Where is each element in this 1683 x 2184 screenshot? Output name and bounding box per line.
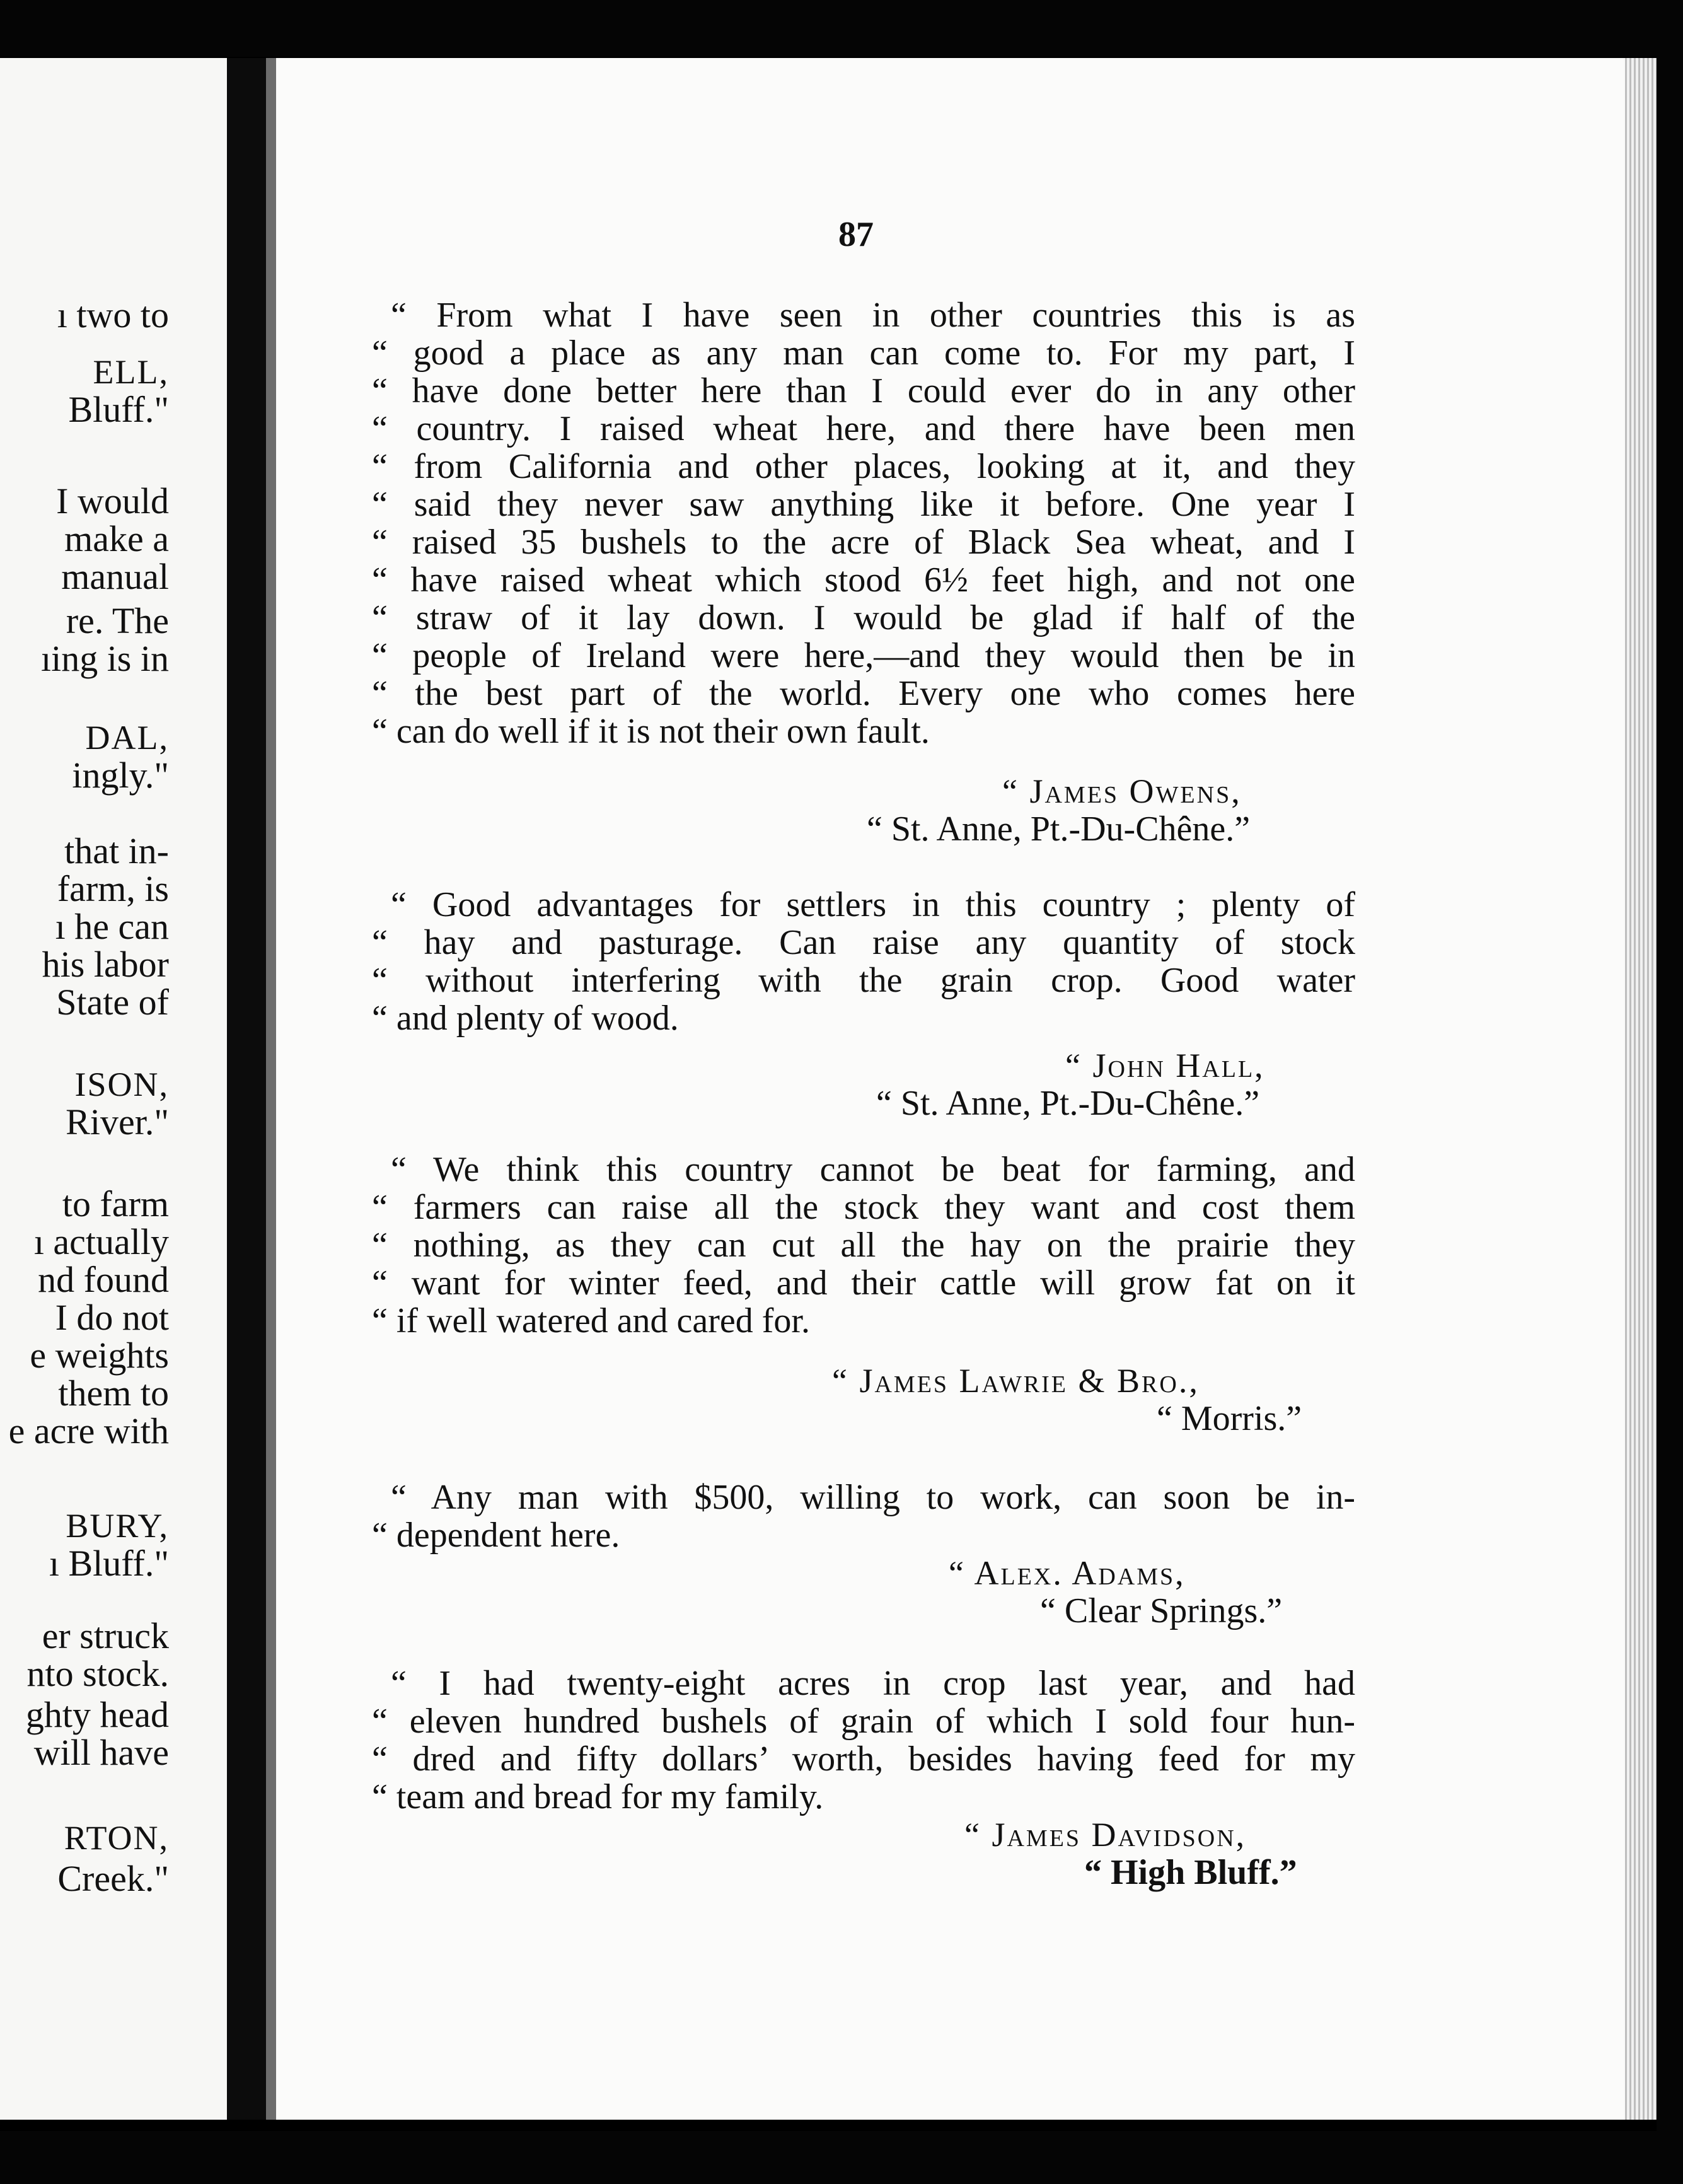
testimonial-line: “ have raised wheat which stood 6½ feet high, and not one [372, 561, 1355, 600]
left-page-line: e weights [30, 1335, 169, 1376]
testimonial-line: “ Any man with $500, willing to work, can soon be in- [391, 1478, 1355, 1517]
testimonial-line: “ can do well if it is not their own fault. [372, 712, 930, 751]
testimonial-line: “ straw of it lay down. I would be glad if half of the [372, 598, 1355, 637]
left-page-line: ı actually [33, 1221, 169, 1262]
testimonial-line: “ the best part of the world. Every one who comes here [372, 674, 1355, 713]
left-page-line: ELL, [93, 353, 169, 391]
left-page-line: I do not [55, 1297, 169, 1338]
left-page-line: them to [58, 1373, 169, 1414]
testimonial-line: “ and plenty of wood. [372, 999, 679, 1038]
signature-name: “ James Lawrie & Bro., [832, 1362, 1200, 1400]
testimonial-line: “ if well watered and cared for. [372, 1301, 810, 1340]
testimonial-line: “ good a place as any man can come to. For my part, I [372, 334, 1355, 373]
left-page-line: that in- [64, 830, 169, 871]
left-page-line: Creek." [57, 1858, 169, 1899]
left-page-line: nto stock. [26, 1653, 169, 1694]
left-page-line: e acre with [8, 1410, 169, 1451]
testimonial-line: “ have done better here than I could ever do in any other [372, 371, 1355, 410]
signature-place: “ St. Anne, Pt.-Du-Chêne.” [876, 1084, 1260, 1123]
left-page-line: RTON, [64, 1819, 169, 1857]
signature-name: “ James Davidson, [964, 1816, 1247, 1854]
left-page-line: farm, is [57, 868, 169, 909]
signature-name: “ John Hall, [1065, 1047, 1265, 1084]
testimonial-line: “ people of Ireland were here,—and they would then be in [372, 636, 1355, 675]
scan-border-right [1657, 0, 1683, 2184]
left-page-line: River." [66, 1101, 169, 1142]
left-page-line: BURY, [66, 1507, 169, 1545]
left-page-line: manual [61, 556, 169, 597]
testimonial-line: “ farmers can raise all the stock they want and cost them [372, 1188, 1355, 1227]
testimonial-line: “ said they never saw anything like it before. One year I [372, 485, 1355, 524]
testimonial-line: “ from California and other places, looking at it, and they [372, 447, 1355, 486]
testimonial-line: “ From what I have seen in other countries this is as [391, 296, 1355, 335]
scan-border-bottom [0, 2131, 1683, 2184]
left-page-line: I would [56, 480, 169, 521]
left-page-fragment [0, 58, 227, 2120]
left-page-line: DAL, [85, 719, 169, 757]
left-page-line: er struck [42, 1615, 169, 1656]
left-page-line: make a [64, 518, 169, 559]
left-page-line: ı he can [55, 906, 169, 947]
left-page-line: State of [56, 982, 169, 1023]
gutter-edge [266, 58, 276, 2120]
testimonial-line: “ dred and fifty dollars’ worth, besides having feed for my [372, 1740, 1355, 1779]
signature-name: “ Alex. Adams, [949, 1554, 1186, 1592]
left-page-line: nd found [38, 1259, 169, 1300]
testimonial-line: “ dependent here. [372, 1516, 620, 1555]
signature-place: “ Morris.” [1157, 1399, 1302, 1438]
book-gutter [227, 58, 266, 2120]
left-page-line: to farm [62, 1183, 169, 1224]
left-page-line: Bluff." [68, 389, 169, 430]
signature-place: “ High Bluff.” [1084, 1853, 1297, 1892]
testimonial-line: “ country. I raised wheat here, and there have been men [372, 409, 1355, 448]
testimonial-line: “ hay and pasturage. Can raise any quantity of stock [372, 923, 1355, 962]
left-page-line: ı Bluff." [49, 1543, 169, 1584]
scan-border-top [0, 0, 1683, 57]
testimonial-line: “ team and bread for my family. [372, 1777, 824, 1816]
signature-name: “ James Owens, [1002, 772, 1242, 810]
signature-place: “ St. Anne, Pt.-Du-Chêne.” [867, 810, 1251, 849]
left-page-line: ingly." [72, 755, 169, 796]
left-page-line: will have [33, 1732, 169, 1773]
left-page-line: ı two to [57, 294, 169, 335]
left-page-line: his labor [42, 944, 169, 985]
testimonial-line: “ eleven hundred bushels of grain of which I sold four hun- [372, 1702, 1355, 1741]
testimonial-line: “ raised 35 bushels to the acre of Black Sea wheat, and I [372, 523, 1355, 562]
left-page-line: ghty head [25, 1694, 169, 1735]
page-number: 87 [838, 215, 874, 254]
page-stack-edge [1625, 58, 1657, 2120]
left-page-line: ISON, [74, 1066, 169, 1103]
testimonial-line: “ nothing, as they can cut all the hay on the prairie they [372, 1226, 1355, 1265]
left-page-line: ıing is in [40, 638, 169, 679]
testimonial-line: “ I had twenty-eight acres in crop last year, and had [391, 1664, 1355, 1703]
testimonial-line: “ want for winter feed, and their cattle will grow fat on it [372, 1263, 1355, 1303]
left-page-line: re. The [66, 600, 169, 641]
testimonial-line: “ Good advantages for settlers in this country ; plenty of [391, 885, 1355, 924]
testimonial-line: “ without interfering with the grain crop. Good water [372, 961, 1355, 1000]
testimonial-line: “ We think this country cannot be beat for farming, and [391, 1150, 1355, 1189]
signature-place: “ Clear Springs.” [1040, 1591, 1283, 1630]
